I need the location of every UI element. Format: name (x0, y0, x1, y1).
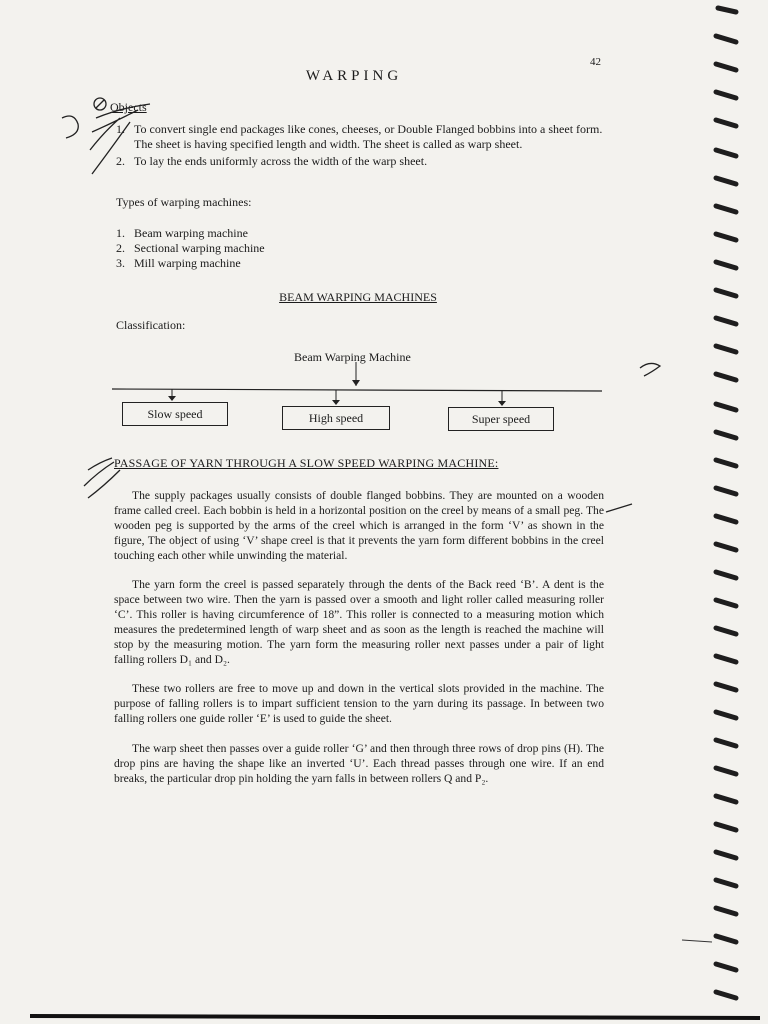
super-speed-box: Super speed (448, 407, 554, 431)
types-list (116, 226, 265, 271)
section-heading: BEAM WARPING MACHINES (279, 290, 437, 304)
type-item: 2. Sectional warping machine (116, 241, 265, 255)
check-circle-mark (94, 98, 106, 110)
body-paragraph: The yarn form the creel is passed separately through the dents of the Back reed ‘B’. A dent is the space between two wire. Then the yarn is passed over a smooth and light roller called measuring roller ‘C’. This roller is having circumference of 18”. This roller is connected to a measuring motion which measures the predetermined length of warp sheet and as soon as the length is reached the machine will stop by the measuring motion. The yarn form the measuring roller next passes under a pair of light falling rollers D₁ and D₂. (114, 578, 604, 666)
check-mark (96, 100, 104, 108)
branch-left-arrowhead (168, 396, 176, 401)
objectives-label: Objects (110, 100, 147, 114)
body-paragraph: These two rollers are free to move up and down in the vertical slots provided in the machine. The purpose of falling rollers is to impart sufficient tension to the yarn during its passage. In between two falling rollers one guide roller ‘E’ is used to guide the sheet. (114, 682, 604, 725)
branch-middle-arrowhead (332, 400, 340, 405)
slow-speed-box: Slow speed (122, 402, 228, 426)
type-item: 3. Mill warping machine (116, 256, 241, 270)
handwritten-number-mark (62, 116, 78, 138)
diagram-root-label: Beam Warping Machine (294, 350, 411, 364)
high-speed-box: High speed (282, 406, 390, 430)
passage-heading: PASSAGE OF YARN THROUGH A SLOW SPEED WARPING MACHINE: (114, 456, 499, 470)
classification-label: Classification: (116, 318, 186, 332)
type-item: 1. Beam warping machine (116, 226, 248, 240)
objective-item: 1. To convert single end packages like cones, cheeses, or Double Flanged bobbins into a sheet form. The sheet is having specified length and width. The sheet is called as warp sheet. (116, 122, 603, 151)
branch-right-arrowhead (498, 401, 506, 406)
edge-line (682, 940, 712, 942)
margin-arrow-mark (606, 504, 632, 512)
page-number: 42 (590, 56, 601, 68)
body-paragraph: The warp sheet then passes over a guide roller ‘G’ and then through three rows of drop pins (H). The drop pins are having the shape like an inverted ‘U’. Each thread passes through one wire. If an end breaks, the particular drop pin holding the yarn falls in between rollers Q and P₂. (114, 742, 604, 785)
objective-item: 2. To lay the ends uniformly across the width of the warp sheet. (116, 154, 428, 168)
root-arrowhead (352, 380, 360, 386)
bottom-edge-line (30, 1016, 760, 1018)
page-title: WARPING (305, 68, 403, 84)
objectives-list (116, 122, 606, 171)
branch-line (112, 389, 602, 391)
spiral-binding (716, 8, 736, 998)
body-paragraph: The supply packages usually consists of double flanged bobbins. They are mounted on a wooden frame called creel. Each bobbin is held in a horizontal position on the creel by means of a small peg. The wooden peg is supported by the arms of the creel which is arranged in the form ‘V’ as shown in the figure, The object of using ‘V’ shape creel is that it prevents the yarn form different bobbins in the creel touching each other while unwinding the material. (114, 489, 604, 562)
types-heading: Types of warping machines: (116, 195, 252, 209)
